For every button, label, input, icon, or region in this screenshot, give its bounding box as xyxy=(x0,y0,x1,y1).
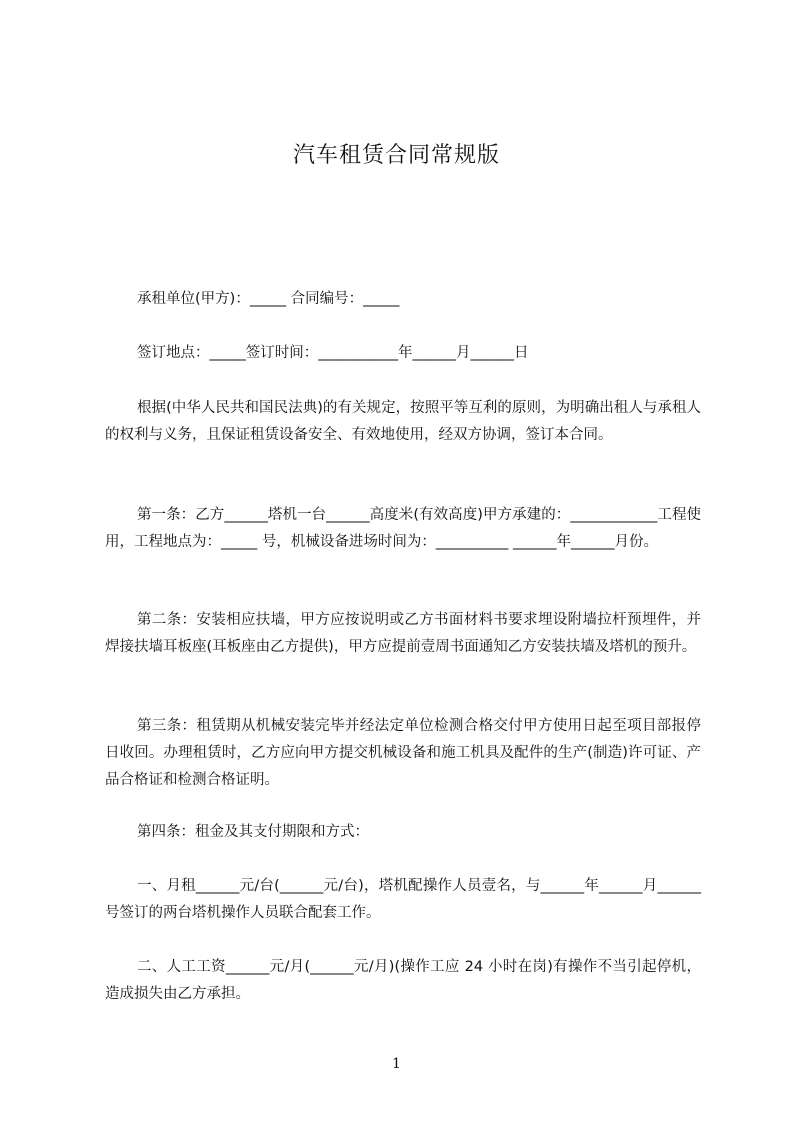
signing-place-time-line: 签订地点：_____签订时间：___________年______月______日 xyxy=(137,345,529,361)
labor-wage-clause: 二、人工工资______元/月(______元/月)(操作工应 24 小时在岗)有操作不当引起停机，造成损失由乙方承担。 xyxy=(105,959,701,1002)
article-2-paragraph: 第二条：安装相应扶墙，甲方应按说明或乙方书面材料书要求埋设附墙拉杆预埋件，并焊接扶墙耳板座(耳板座由乙方提供)，甲方应提前壹周书面通知乙方安装扶墙及塔机的预升。 xyxy=(105,612,701,655)
page-number: 1 xyxy=(392,1056,401,1072)
preamble-paragraph: 根据(中华人民共和国民法典)的有关规定，按照平等互利的原则，为明确出租人与承租人的权利与义务，且保证租赁设备安全、有效地使用，经双方协调，签订本合同。 xyxy=(105,400,701,443)
document-title: 汽车租赁合同常规版 xyxy=(292,143,500,168)
lessee-contract-number-line: 承租单位(甲方)：_____ 合同编号：_____ xyxy=(137,291,400,307)
monthly-rent-clause: 一、月租______元/台(______元/台)，塔机配操作人员壹名，与______年______月______号签订的两台塔机操作人员联合配套工作。 xyxy=(105,878,701,921)
article-4-heading: 第四条：租金及其支付期限和方式： xyxy=(137,824,369,840)
article-3-paragraph: 第三条：租赁期从机械安装完毕并经法定单位检测合格交付甲方使用日起至项目部报停日收回。办理租赁时，乙方应向甲方提交机械设备和施工机具及配件的生产(制造)许可证、产品合格证和检测合格证明。 xyxy=(105,718,701,788)
article-1-paragraph: 第一条：乙方______塔机一台______高度米(有效高度)甲方承建的：____________工程使用，工程地点为：_____ 号，机械设备进场时间为：__________ ______年______月份。 xyxy=(105,507,701,550)
